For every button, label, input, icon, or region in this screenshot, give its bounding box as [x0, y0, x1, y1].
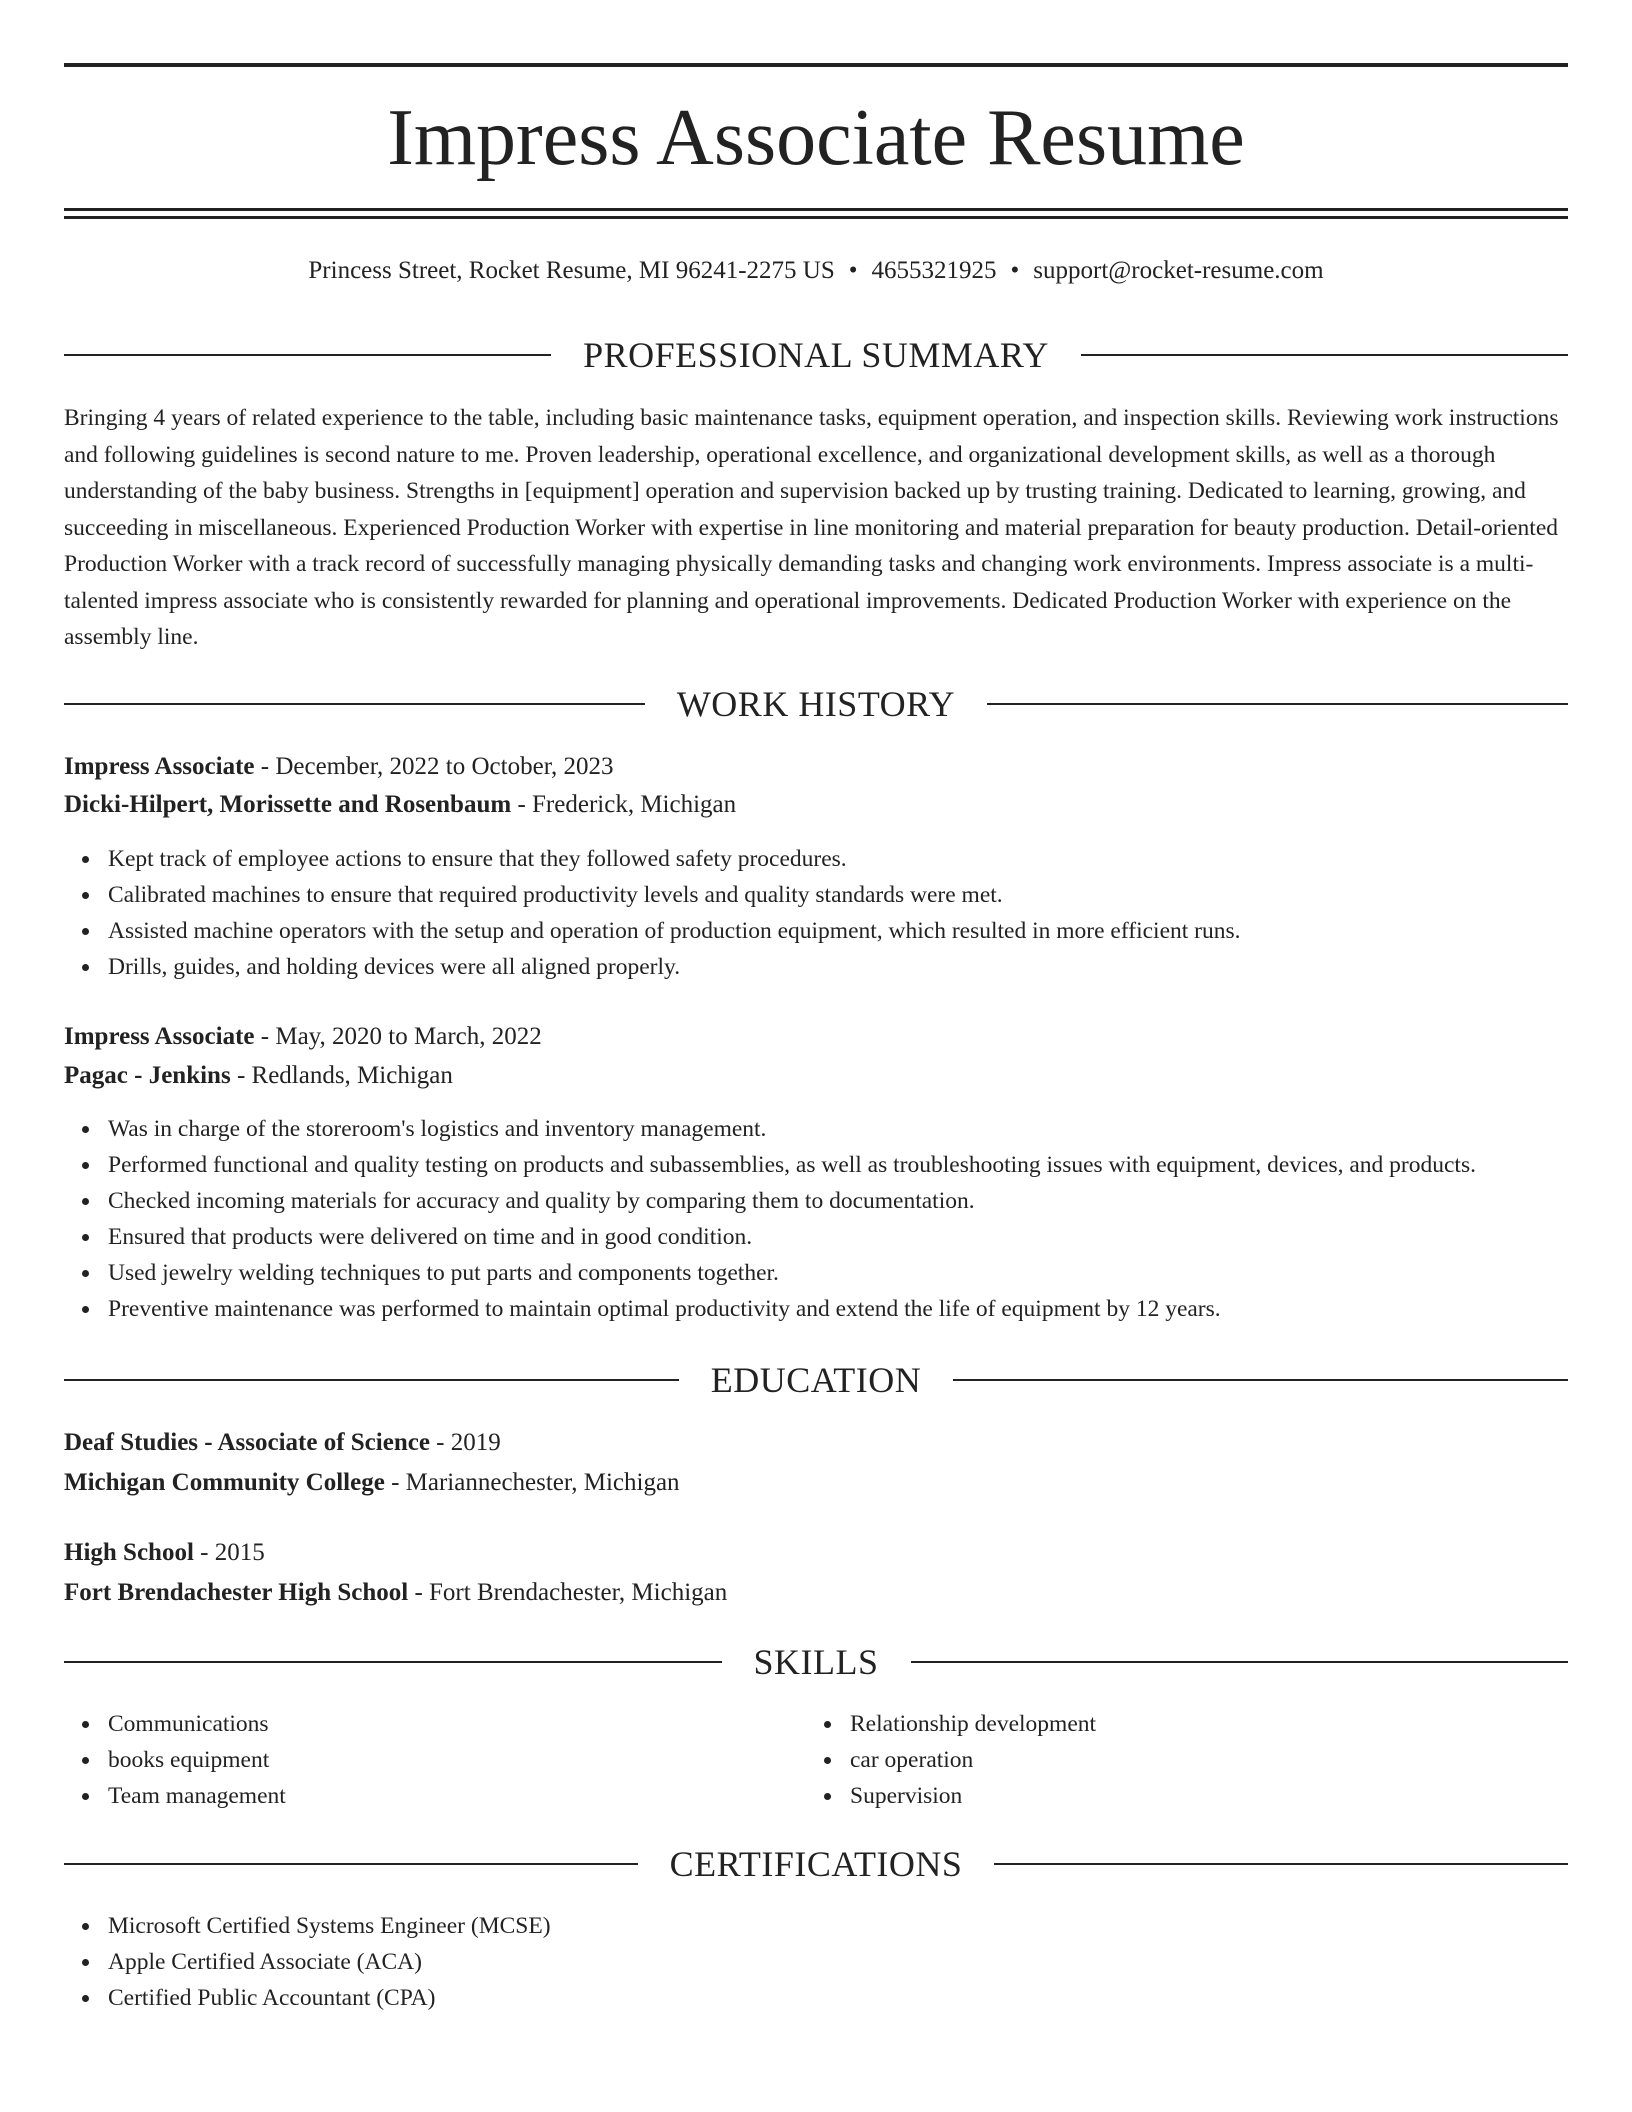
certifications-list	[64, 1908, 1568, 2016]
education-school-line	[64, 1575, 1568, 1611]
education-school: Michigan Community College	[64, 1469, 385, 1496]
header-bottom-rule-second	[64, 216, 1568, 219]
contact-separator: •	[1010, 257, 1020, 284]
skill-item: Communications	[64, 1706, 804, 1742]
list-item: Was in charge of the storeroom's logistics and inventory management.	[64, 1111, 1568, 1147]
section-heading-skills	[64, 1640, 1568, 1684]
skill-item: Relationship development	[806, 1706, 1546, 1742]
contact-separator: •	[848, 257, 858, 284]
education-degree: Deaf Studies - Associate of Science	[64, 1429, 430, 1456]
summary-paragraph: Bringing 4 years of related experience to the table, including basic maintenance tasks, equipment operation, and inspection skills. Reviewing work instructions and following guidelines is second nature to me. Proven leadership, operational excellence, and organizational development skills, as well as a thorough understanding of the baby business. Strengths in [equipment] operation and supervision backed up by trusting training. Dedicated to learning, growing, and succeeding in miscellaneous. Experienced Production Worker with expertise in line monitoring and material preparation for beauty production. Detail-oriented Production Worker with a track record of successfully managing physically demanding tasks and changing work environments. Impress associate is a multi-talented impress associate who is consistently rewarded for planning and operational improvements. Dedicated Production Worker with experience on the assembly line.	[64, 405, 1559, 650]
section-title: PROFESSIONAL SUMMARY	[583, 335, 1049, 375]
job-location: - Frederick, Michigan	[511, 791, 737, 818]
job-title: Impress Associate	[64, 753, 255, 780]
job-company: Dicki-Hilpert, Morissette and Rosenbaum	[64, 791, 512, 818]
skills-list-right	[806, 1706, 1546, 1814]
list-item: Assisted machine operators with the setup and operation of production equipment, which resulted in more efficient runs.	[64, 913, 1568, 949]
list-item: Ensured that products were delivered on time and in good condition.	[64, 1219, 1568, 1255]
section-title: CERTIFICATIONS	[669, 1844, 963, 1884]
list-item: Calibrated machines to ensure that required productivity levels and quality standards were met.	[64, 877, 1568, 913]
certification-item: Microsoft Certified Systems Engineer (MCSE)	[64, 1908, 1568, 1944]
section-title: EDUCATION	[710, 1360, 922, 1400]
section-heading-certifications	[64, 1842, 1568, 1886]
education-location: - Fort Brendachester, Michigan	[408, 1579, 728, 1606]
skill-item: Team management	[64, 1778, 804, 1814]
section-title: WORK HISTORY	[676, 684, 956, 724]
certification-item: Certified Public Accountant (CPA)	[64, 1980, 1568, 2016]
skill-item: car operation	[806, 1742, 1546, 1778]
resume-title: Impress Associate Resume	[387, 94, 1245, 182]
skill-item: Supervision	[806, 1778, 1546, 1814]
job-dates: - December, 2022 to October, 2023	[254, 753, 614, 780]
divider	[911, 1661, 1569, 1663]
divider	[987, 703, 1568, 705]
divider	[64, 354, 551, 356]
divider	[64, 1661, 722, 1663]
job-title: Impress Associate	[64, 1023, 255, 1050]
job-company: Pagac - Jenkins	[64, 1062, 231, 1089]
skill-item: books equipment	[64, 1742, 804, 1778]
divider	[64, 1863, 638, 1865]
divider	[64, 703, 645, 705]
job-company-line	[64, 787, 1568, 823]
education-school-line	[64, 1465, 1568, 1501]
list-item: Performed functional and quality testing on products and subassemblies, as well as troubleshooting issues with equipment, devices, and products.	[64, 1147, 1568, 1183]
contact-line	[64, 254, 1568, 288]
divider	[953, 1379, 1568, 1381]
list-item: Kept track of employee actions to ensure that they followed safety procedures.	[64, 841, 1568, 877]
section-heading-education	[64, 1358, 1568, 1402]
education-year: - 2015	[193, 1539, 265, 1566]
education-location: - Mariannechester, Michigan	[384, 1469, 680, 1496]
education-school: Fort Brendachester High School	[64, 1579, 409, 1606]
list-item: Used jewelry welding techniques to put parts and components together.	[64, 1255, 1568, 1291]
education-year: - 2019	[429, 1429, 501, 1456]
job-duties-list	[64, 1111, 1568, 1327]
education-degree: High School	[64, 1539, 194, 1566]
job-title-line	[64, 1019, 1568, 1055]
job-title-line	[64, 749, 1568, 785]
divider	[994, 1863, 1568, 1865]
section-title: SKILLS	[753, 1642, 879, 1682]
list-item: Preventive maintenance was performed to maintain optimal productivity and extend the life of equipment by 12 years.	[64, 1291, 1568, 1327]
job-duties-list	[64, 841, 1568, 985]
section-heading-work-history	[64, 682, 1568, 726]
education-degree-line	[64, 1535, 1568, 1571]
certification-item: Apple Certified Associate (ACA)	[64, 1944, 1568, 1980]
education-degree-line	[64, 1425, 1568, 1461]
job-company-line	[64, 1058, 1568, 1094]
section-heading-summary	[64, 333, 1568, 377]
contact-email: support@rocket-resume.com	[1033, 257, 1324, 284]
skills-list-left	[64, 1706, 804, 1814]
contact-address: Princess Street, Rocket Resume, MI 96241-2275 US	[308, 257, 835, 284]
divider	[64, 1379, 679, 1381]
divider	[1081, 354, 1568, 356]
list-item: Checked incoming materials for accuracy and quality by comparing them to documentation.	[64, 1183, 1568, 1219]
job-location: - Redlands, Michigan	[230, 1062, 453, 1089]
list-item: Drills, guides, and holding devices were all aligned properly.	[64, 949, 1568, 985]
contact-phone: 4655321925	[871, 257, 997, 284]
header-bottom-rule	[64, 208, 1568, 211]
job-dates: - May, 2020 to March, 2022	[254, 1023, 542, 1050]
header-top-rule	[64, 63, 1568, 67]
